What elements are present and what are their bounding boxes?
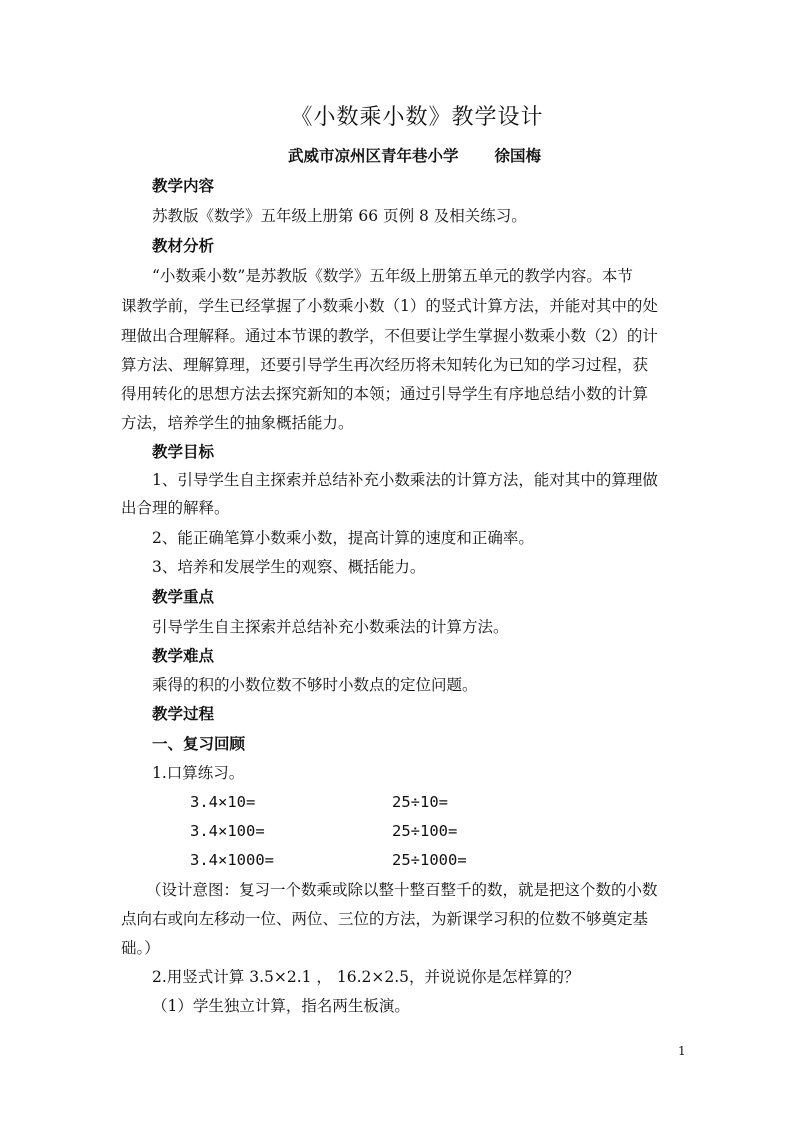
content-heading: 教学内容: [152, 176, 215, 195]
review-heading: 一、复习回顾: [152, 734, 246, 753]
difficulty-text: 乘得的积的小数位数不够时小数点的定位问题。: [152, 676, 478, 694]
calc-left: 3.4×10=: [190, 793, 256, 811]
process-heading: 教学过程: [152, 704, 215, 723]
goal-line: 出合理的解释。: [121, 499, 230, 517]
author-school: 武威市凉州区青年巷小学: [288, 146, 459, 165]
analysis-line: 算方法、理解算理，还要引导学生再次经历将未知转化为已知的学习过程，获: [121, 356, 649, 374]
key-text: 引导学生自主探索并总结补充小数乘法的计算方法。: [152, 618, 509, 636]
intent-line: （设计意图：复习一个数乘或除以整十整百整千的数，就是把这个数的小数: [146, 881, 658, 899]
analysis-line: 方法，培养学生的抽象概括能力。: [121, 414, 354, 432]
difficulty-heading: 教学难点: [152, 646, 215, 665]
step-one: （1）学生独立计算，指名两生板演。: [152, 997, 410, 1015]
key-heading: 教学重点: [152, 587, 215, 606]
content-text: 苏教版《数学》五年级上册第 66 页例 8 及相关练习。: [152, 207, 527, 225]
analysis-line: 课教学前，学生已经掌握了小数乘小数（1）的竖式计算方法，并能对其中的处: [121, 297, 658, 315]
intent-line: 点向右或向左移动一位、两位、三位的方法，为新课学习积的位数不够奠定基: [121, 910, 649, 928]
intent-line: 础。）: [121, 939, 160, 957]
calc-right: 25÷10=: [392, 793, 448, 811]
oral-label: 1.口算练习。: [152, 764, 245, 782]
calc-right: 25÷100=: [392, 822, 458, 840]
goal-line: 2、能正确笔算小数乘小数，提高计算的速度和正确率。: [152, 529, 534, 547]
vertical-task: 2.用竖式计算 3.5×2.1 ， 16.2×2.5，并说说你是怎样算的？: [152, 968, 580, 986]
analysis-line: “小数乘小数”是苏教版《数学》五年级上册第五单元的教学内容。本节: [152, 267, 633, 285]
analysis-line: 得用转化的思想方法去探究新知的本领；通过引导学生有序地总结小数的计算: [121, 385, 649, 403]
author-name: 徐国梅: [494, 146, 542, 165]
author-line: [288, 146, 541, 166]
analysis-heading: 教材分析: [152, 236, 215, 255]
page-number: 1: [678, 1044, 686, 1058]
goals-heading: 教学目标: [152, 442, 215, 461]
analysis-line: 理做出合理解释。通过本节课的教学，不但要让学生掌握小数乘小数（2）的计: [121, 327, 658, 345]
page-title: 《小数乘小数》教学设计: [290, 105, 544, 130]
calc-left: 3.4×1000=: [190, 851, 274, 869]
calc-right: 25÷1000=: [392, 851, 467, 869]
calc-left: 3.4×100=: [190, 822, 265, 840]
goal-line: 1、引导学生自主探索并总结补充小数乘法的计算方法，能对其中的算理做: [152, 471, 658, 489]
goal-line: 3、培养和发展学生的观察、概括能力。: [152, 558, 426, 576]
